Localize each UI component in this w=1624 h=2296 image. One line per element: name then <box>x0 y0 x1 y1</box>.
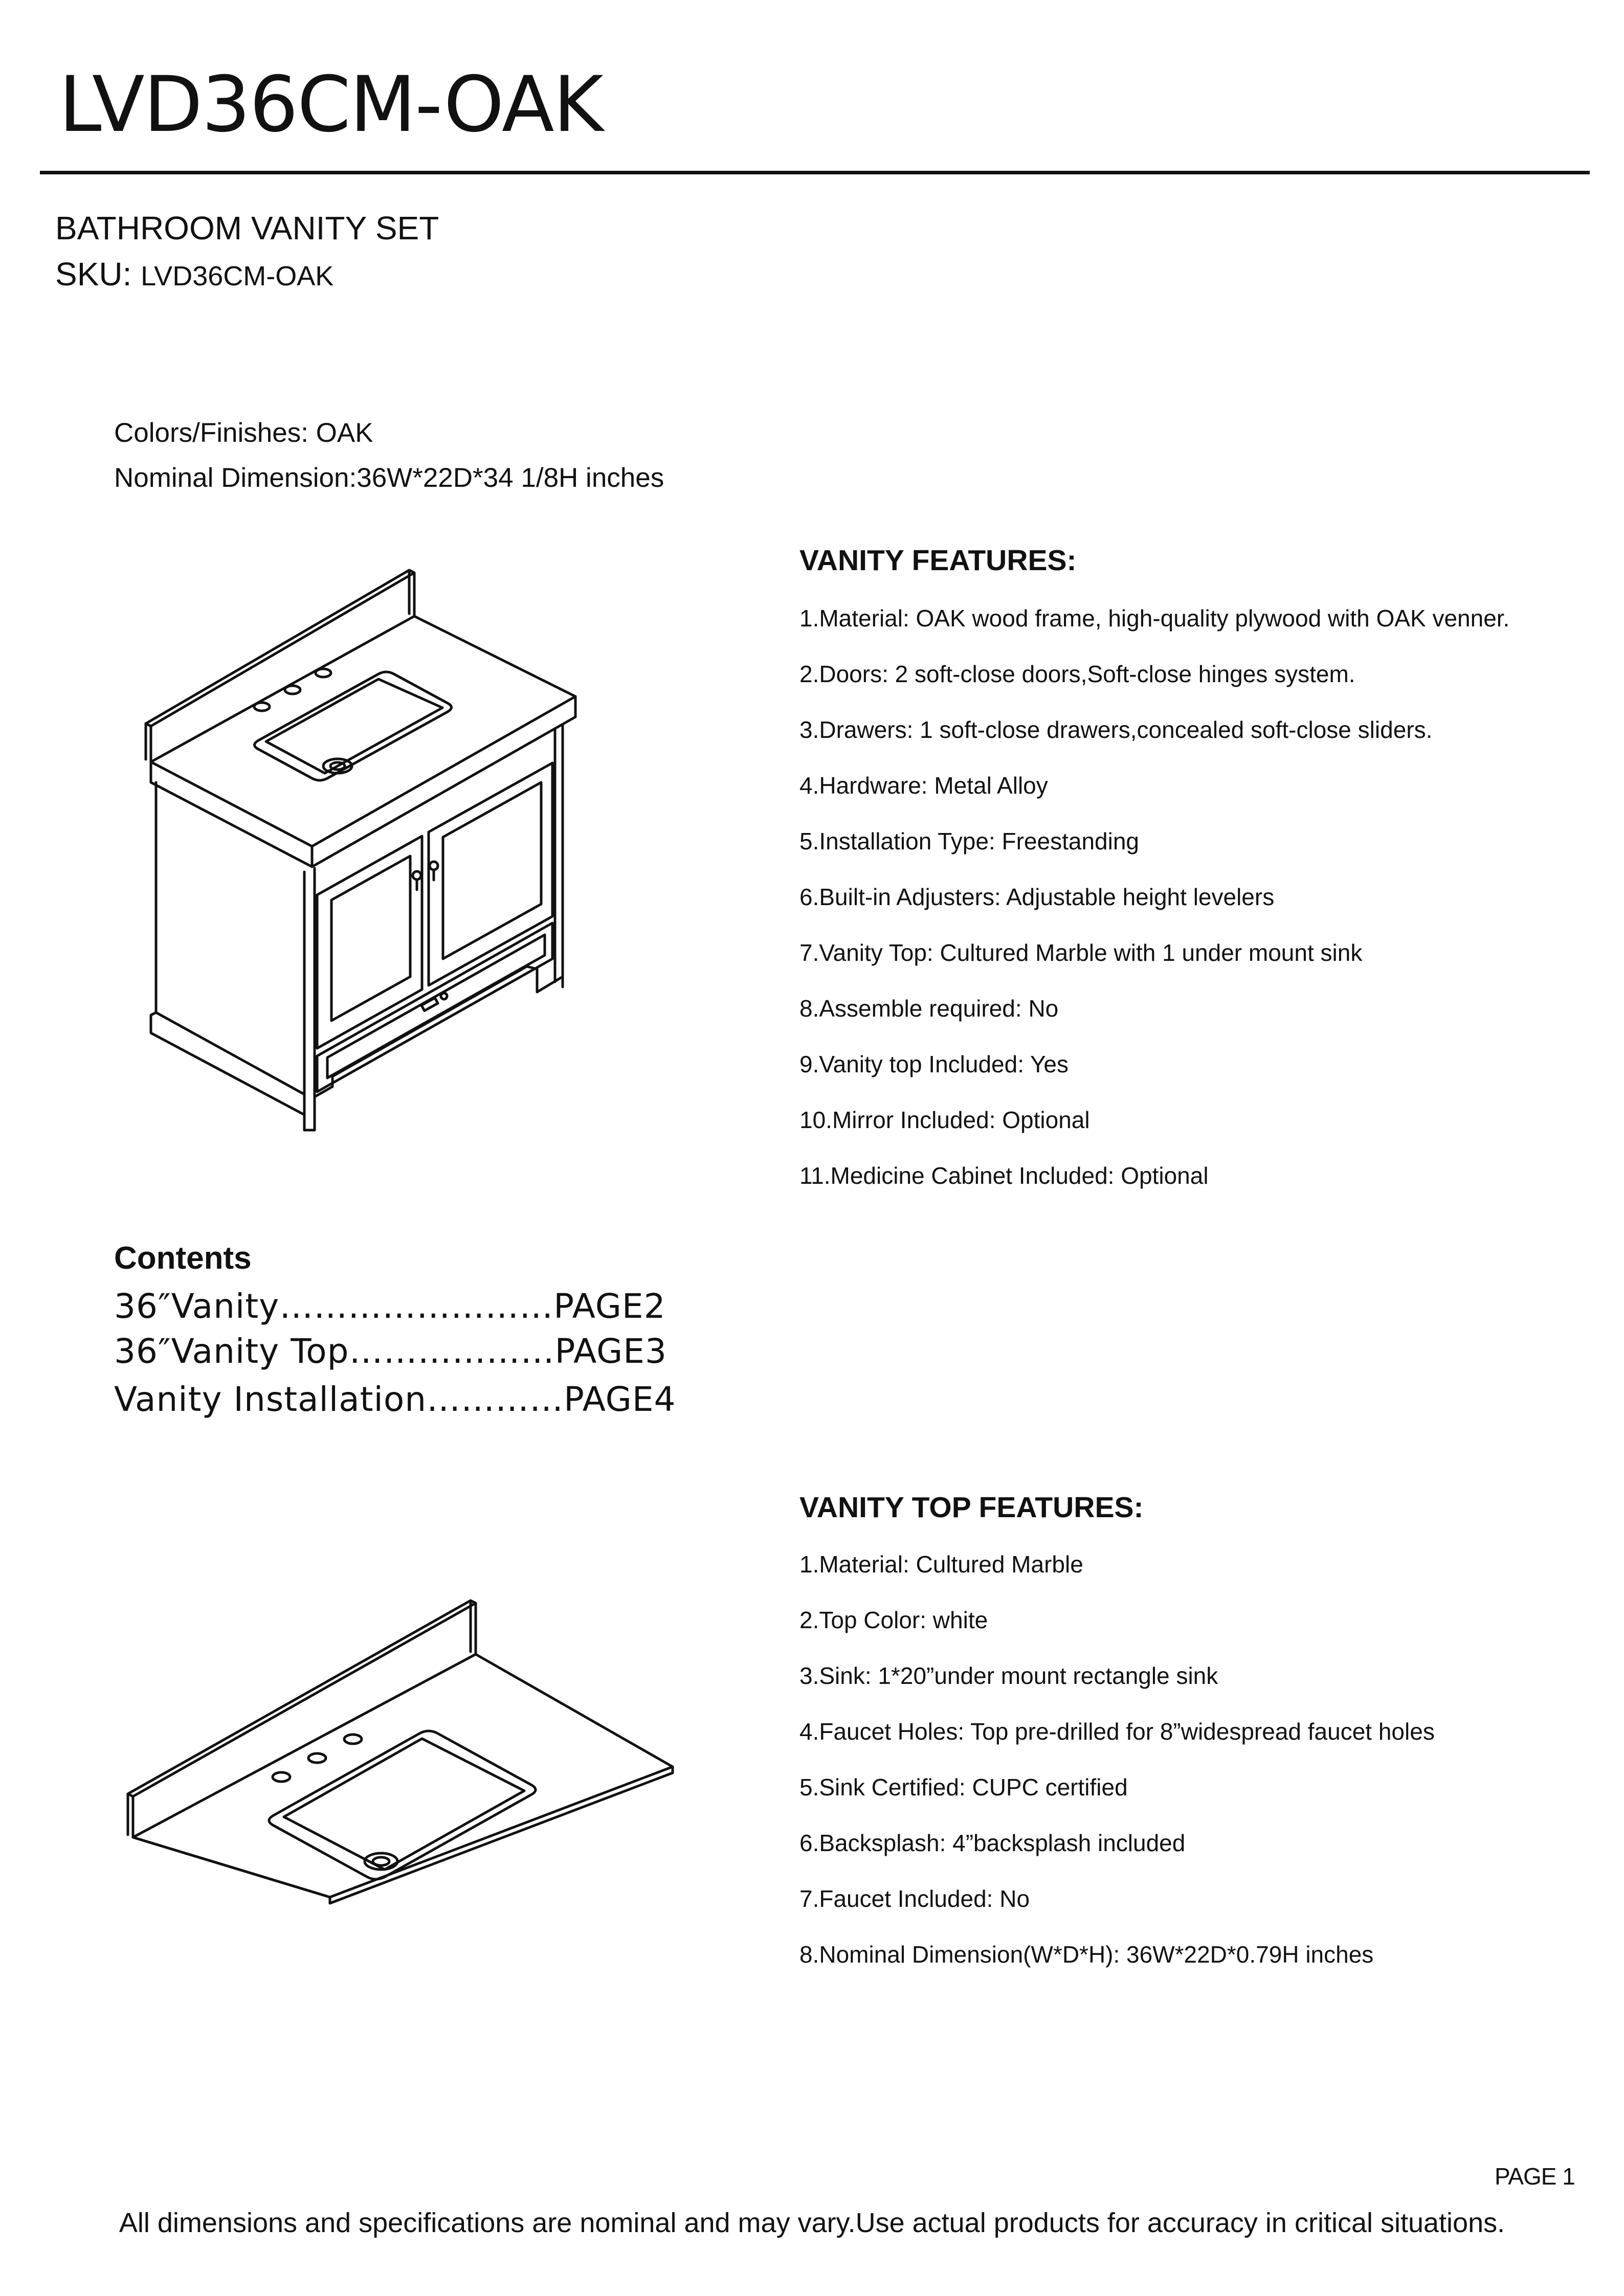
sku-label: SKU: <box>55 256 141 292</box>
page-number: PAGE 1 <box>1495 2163 1575 2190</box>
toc-label: 36″Vanity <box>114 1287 280 1326</box>
vanity-feature-item: 10.Mirror Included: Optional <box>799 1107 1090 1133</box>
toc-page: PAGE3 <box>554 1332 667 1371</box>
vanity-feature-item: 11.Medicine Cabinet Included: Optional <box>799 1162 1209 1189</box>
toc-entry-installation <box>114 1380 676 1419</box>
toc-label: Vanity Installation <box>114 1380 427 1419</box>
colors-finishes: Colors/Finishes: OAK <box>114 418 373 448</box>
document-title: LVD36CM-OAK <box>59 60 603 149</box>
vanity-top-feature-item: 1.Material: Cultured Marble <box>799 1551 1083 1578</box>
toc-leader: ……………… <box>349 1332 555 1371</box>
vanity-feature-item: 7.Vanity Top: Cultured Marble with 1 under mount sink <box>799 939 1363 966</box>
vanity-top-features-heading: VANITY TOP FEATURES: <box>799 1491 1144 1524</box>
vanity-top-feature-item: 6.Backsplash: 4”backsplash included <box>799 1830 1186 1856</box>
vanity-top-feature-item: 7.Faucet Included: No <box>799 1885 1030 1912</box>
sku-line <box>55 258 333 290</box>
toc-page: PAGE4 <box>564 1380 676 1419</box>
vanity-top-feature-item: 5.Sink Certified: CUPC certified <box>799 1774 1128 1800</box>
footer-disclaimer: All dimensions and specifications are nominal and may vary.Use actual products for accuracy in critical situations. <box>119 2208 1505 2238</box>
vanity-feature-item: 4.Hardware: Metal Alloy <box>799 772 1048 799</box>
vanity-top-feature-item: 2.Top Color: white <box>799 1607 988 1633</box>
vanity-cabinet-illustration <box>138 562 578 1151</box>
vanity-feature-item: 8.Assemble required: No <box>799 995 1059 1022</box>
toc-label: 36″Vanity Top <box>114 1332 349 1371</box>
toc-page: PAGE2 <box>553 1287 666 1326</box>
vanity-feature-item: 6.Built-in Adjusters: Adjustable height levelers <box>799 884 1275 910</box>
nominal-dimension: Nominal Dimension:36W*22D*34 1/8H inches <box>114 463 664 493</box>
vanity-top-illustration <box>123 1590 680 1907</box>
vanity-top-feature-item: 4.Faucet Holes: Top pre-drilled for 8”widespread faucet holes <box>799 1718 1435 1745</box>
vanity-feature-item: 2.Doors: 2 soft-close doors,Soft-close hinges system. <box>799 661 1355 687</box>
vanity-feature-item: 9.Vanity top Included: Yes <box>799 1051 1069 1077</box>
sku-value: LVD36CM-OAK <box>141 261 334 291</box>
product-type: BATHROOM VANITY SET <box>55 210 439 246</box>
vanity-feature-item: 5.Installation Type: Freestanding <box>799 828 1140 854</box>
title-divider <box>40 171 1590 174</box>
vanity-feature-item: 3.Drawers: 1 soft-close drawers,concealed soft-close sliders. <box>799 716 1433 743</box>
toc-entry-vanity-top <box>114 1332 667 1371</box>
toc-leader: …………………… <box>279 1287 554 1326</box>
vanity-feature-item: 1.Material: OAK wood frame, high-quality plywood with OAK venner. <box>799 605 1510 632</box>
vanity-top-feature-item: 3.Sink: 1*20”under mount rectangle sink <box>799 1662 1218 1689</box>
toc-leader: ………… <box>427 1380 564 1419</box>
vanity-features-heading: VANITY FEATURES: <box>799 544 1077 577</box>
contents-heading: Contents <box>114 1241 252 1276</box>
vanity-top-feature-item: 8.Nominal Dimension(W*D*H): 36W*22D*0.79H inches <box>799 1941 1374 1968</box>
toc-entry-vanity <box>114 1287 666 1326</box>
